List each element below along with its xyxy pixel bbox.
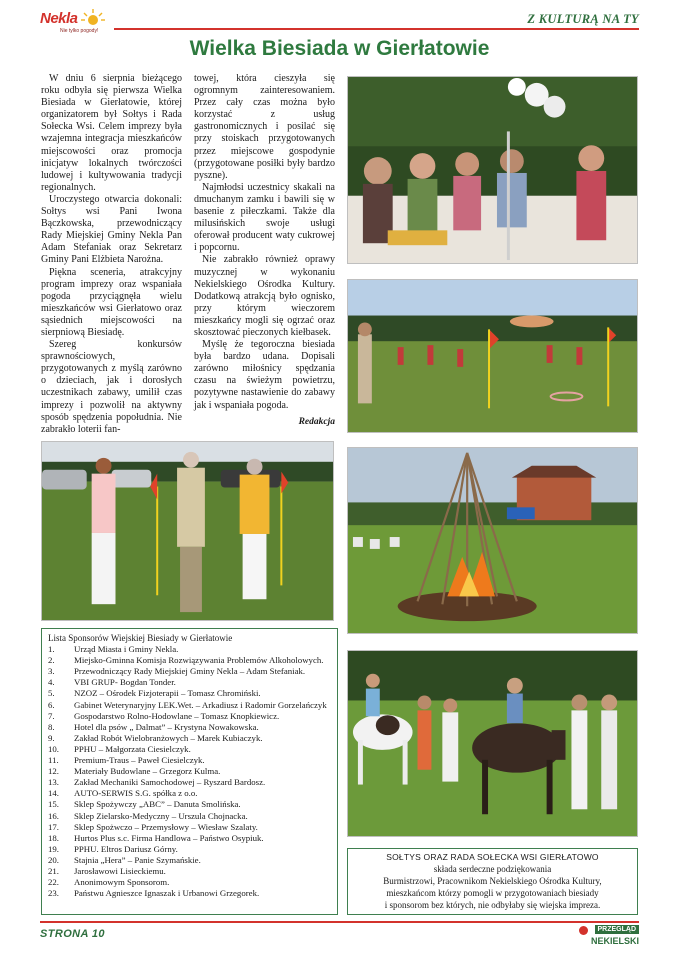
sponsor-number: 1. (48, 644, 55, 655)
sponsor-item (48, 788, 331, 799)
header-rule (114, 28, 639, 30)
logo-tagline: Nie tylko pogody! (60, 28, 99, 34)
sponsor-item (48, 688, 331, 699)
sponsor-name: Sklep Spożwczo – Przemysłowy – Wiesław Szalaty. (74, 821, 258, 832)
logo-mark-icon (579, 926, 588, 935)
logo-brand-top: PRZEGLĄD (595, 925, 640, 934)
sponsor-item (48, 877, 331, 888)
sponsor-item (48, 888, 331, 899)
sponsor-number: 2. (48, 655, 55, 666)
thanks-line: składa serdeczne podziękowania (433, 863, 552, 874)
sponsor-number: 6. (48, 699, 55, 710)
sponsor-name: AUTO-SERWIS S.G. spółka z o.o. (74, 788, 198, 799)
sponsor-name: VBI GRUP- Bogdan Tonder. (74, 677, 176, 688)
photo-pony-rides (347, 650, 638, 837)
footer-rule (40, 921, 639, 923)
sponsor-name: Sklep Zielarsko-Medyczny – Urszula Chojnacka. (74, 810, 248, 821)
sponsor-name: Materiały Budowlane – Grzegorz Kulma. (74, 766, 221, 777)
sponsor-number: 23. (48, 888, 59, 899)
sponsor-name: Sklep Spożywczy „ABC” – Danuta Smolińska. (74, 799, 241, 810)
article-title: Wielka Biesiada w Gierłatowie (189, 37, 490, 60)
sponsor-number: 13. (48, 777, 59, 788)
sponsor-name: NZOZ – Ośrodek Fizjoterapii – Tomasz Chromiński. (74, 688, 261, 699)
sponsor-name: Gabinet Weterynaryjny LEK.Wet. – Arkadiusz i Radomir Gorzelańczyk (74, 699, 327, 710)
article-column-1 (41, 73, 182, 436)
sponsors-list (48, 644, 331, 899)
sponsor-item (48, 700, 331, 711)
sponsor-name: Przewodniczący Rady Miejskiej Gminy Nekla – Adam Stefaniak. (74, 666, 306, 677)
sponsors-box (41, 628, 338, 915)
article-column-2 (194, 73, 335, 428)
sponsor-number: 19. (48, 843, 59, 854)
sponsor-number: 15. (48, 799, 59, 810)
paragraph: Szereg konkursów sprawnościowych, przygotowanych z myślą zarówno o dzieciach, jak i dorosłych uczestnikach zabawy, umilił czas imprezy i pozwolił na aktywny sposób spędzenia popołudnia. Nie zabrakło loterii fan- (41, 339, 182, 435)
sponsor-number: 10. (48, 743, 59, 754)
sponsor-number: 3. (48, 666, 55, 677)
paragraph: Najmłodsi uczestnicy skakali na dmuchanym zamku i bawili się w basenie z piłeczkami. Także dla milusińskich swoje usługi oferował producent waty cukrowej i popcornu. (194, 181, 335, 254)
sponsor-name: Jarosławowi Lisieckiemu. (74, 865, 166, 876)
sponsor-item (48, 733, 331, 744)
paragraph: Piękna sceneria, atrakcyjny program imprezy oraz wspaniała pogoda przyciągnęła wielu mieszkańców wsi Gierłatowo oraz sąsiednich miejscowości na sierpniową Biesiadę. (41, 266, 182, 338)
paragraph: Myślę że tegoroczna biesiada była bardzo udana. Dopisali zarówno miłośnicy spędzania czasu na świeżym powietrzu, pozytywne nastawienie do zabawy jak i wspaniała pogoda. (194, 339, 335, 411)
paragraph: Nie zabrakło również oprawy muzycznej w wykonaniu Nekielskiego Ośrodka Kultury. Dodatkową atrakcją było ognisko, przy którym wieczorem mieszkańcy mogli się ogrzać oraz skosztować pieczonych kiełbasek. (194, 254, 335, 338)
sponsor-item (48, 677, 331, 688)
sponsor-number: 18. (48, 832, 59, 843)
sponsor-name: PPHU. Eltros Dariusz Górny. (74, 843, 178, 854)
sponsor-number: 20. (48, 854, 59, 865)
photo-opening-speech (41, 441, 334, 621)
logo-brand-bottom: NEKIELSKI (590, 936, 639, 946)
sponsors-title: Lista Sponsorów Wiejskiej Biesiady w Gierłatowie (48, 633, 233, 643)
thanks-line: Burmistrzowi, Pracownikom Nekielskiego Ośrodka Kultury, (383, 875, 602, 886)
sponsor-item (48, 811, 331, 822)
sponsor-number: 9. (48, 732, 55, 743)
sponsor-number: 14. (48, 788, 59, 799)
sponsor-name: Zakład Mechaniki Samochodowej – Ryszard Bardosz. (74, 777, 266, 788)
sponsor-item (48, 666, 331, 677)
sponsor-number: 7. (48, 710, 55, 721)
sponsor-item (48, 722, 331, 733)
thanks-heading: SOŁTYS ORAZ RADA SOŁECKA WSI GIERŁATOWO (386, 852, 599, 862)
photo-field-games (347, 279, 638, 433)
sponsor-name: PPHU – Małgorzata Ciesielczyk. (74, 743, 191, 754)
sponsor-name: Stajnia „Hera” – Panie Szymańskie. (74, 854, 201, 865)
sponsor-number: 21. (48, 865, 59, 876)
paragraph: towej, która cieszyła się ogromnym zainteresowaniem. Przez cały czas można było korzystać z usług gastronomicznych i posilać się przy stoiskach przygotowanych przez miejscowe gospodynie (przygotowane posiłki były bardzo pyszne). (194, 73, 335, 181)
sponsor-number: 12. (48, 766, 59, 777)
sponsor-number: 11. (48, 755, 59, 766)
sponsor-number: 17. (48, 821, 59, 832)
sponsor-item (48, 711, 331, 722)
page-number: STRONA 10 (40, 928, 105, 940)
sponsor-name: Premium-Traus – Paweł Ciesielczyk. (74, 755, 205, 766)
nekla-logo (40, 8, 112, 38)
sponsor-item (48, 766, 331, 777)
photo-picnic-table (347, 76, 638, 264)
section-title: Z KULTURĄ NA TY (527, 12, 639, 26)
thanks-line: i sponsorom bez których, nie odbyłaby się wiejska impreza. (384, 899, 601, 910)
sponsor-item (48, 822, 331, 833)
sponsor-number: 4. (48, 677, 55, 688)
przeglad-nekielski-logo (579, 925, 639, 949)
thanks-line: mieszkańcom którzy pomogli w przygotowaniach biesiady (386, 887, 599, 898)
paragraph: Uroczystego otwarcia dokonali: Sołtys wsi Pani Iwona Bączkowska, przewodniczący Rady Miejskiej Gminy Nekla Pan Adam Stefaniak oraz Sekretarz Gminy Pani Elżbieta Narożna. (41, 193, 182, 266)
sponsor-name: Hurtos Plus s.c. Firma Handlowa – Państwo Osypiuk. (74, 832, 264, 843)
sponsor-number: 22. (48, 877, 59, 888)
sponsor-item (48, 744, 331, 755)
sponsor-item (48, 655, 331, 666)
sponsor-item (48, 844, 331, 855)
logo-wordmark: Nekla (40, 10, 78, 27)
sponsor-name: Gospodarstwo Rolno-Hodowlane – Tomasz Knopkiewicz. (74, 710, 280, 721)
sponsor-item (48, 855, 331, 866)
sponsor-number: 5. (48, 688, 55, 699)
sponsor-item (48, 833, 331, 844)
sponsor-item (48, 755, 331, 766)
sponsor-name: Hotel dla psów „ Dalmat” – Krystyna Nowakowska. (74, 721, 259, 732)
paragraph: W dniu 6 sierpnia bieżącego roku odbyła się pierwsza Wielka Biesiada w Gierłatowie, której organizatorem był Sołtys i Rada Sołecka Wsi. Celem imprezy była wzajemna integracja mieszkańców miejscowości oraz promocja inicjatyw lokalnych twórczości ludowej i kultywowania tradycji regionalnych. (41, 73, 182, 193)
sponsor-name: Państwu Agnieszce Ignaszak i Urbanowi Grzegorek. (74, 888, 260, 899)
article-signature: Redakcja (298, 416, 335, 427)
sun-icon (80, 8, 106, 26)
sponsor-name: Urząd Miasta i Gminy Nekla. (74, 644, 179, 655)
sponsor-item (48, 644, 331, 655)
sponsor-name: Miejsko-Gminna Komisja Rozwiązywania Problemów Alkoholowych. (74, 655, 324, 666)
sponsor-name: Zakład Robót Wielobranżowych – Marek Kubiaczyk. (74, 732, 263, 743)
photo-bonfire (347, 447, 638, 634)
sponsor-number: 16. (48, 810, 59, 821)
sponsor-item (48, 777, 331, 788)
sponsor-name: Anonimowym Sponsorom. (74, 877, 170, 888)
sponsor-item (48, 799, 331, 810)
thanks-box (347, 848, 638, 915)
sponsor-item (48, 866, 331, 877)
sponsor-number: 8. (48, 721, 55, 732)
